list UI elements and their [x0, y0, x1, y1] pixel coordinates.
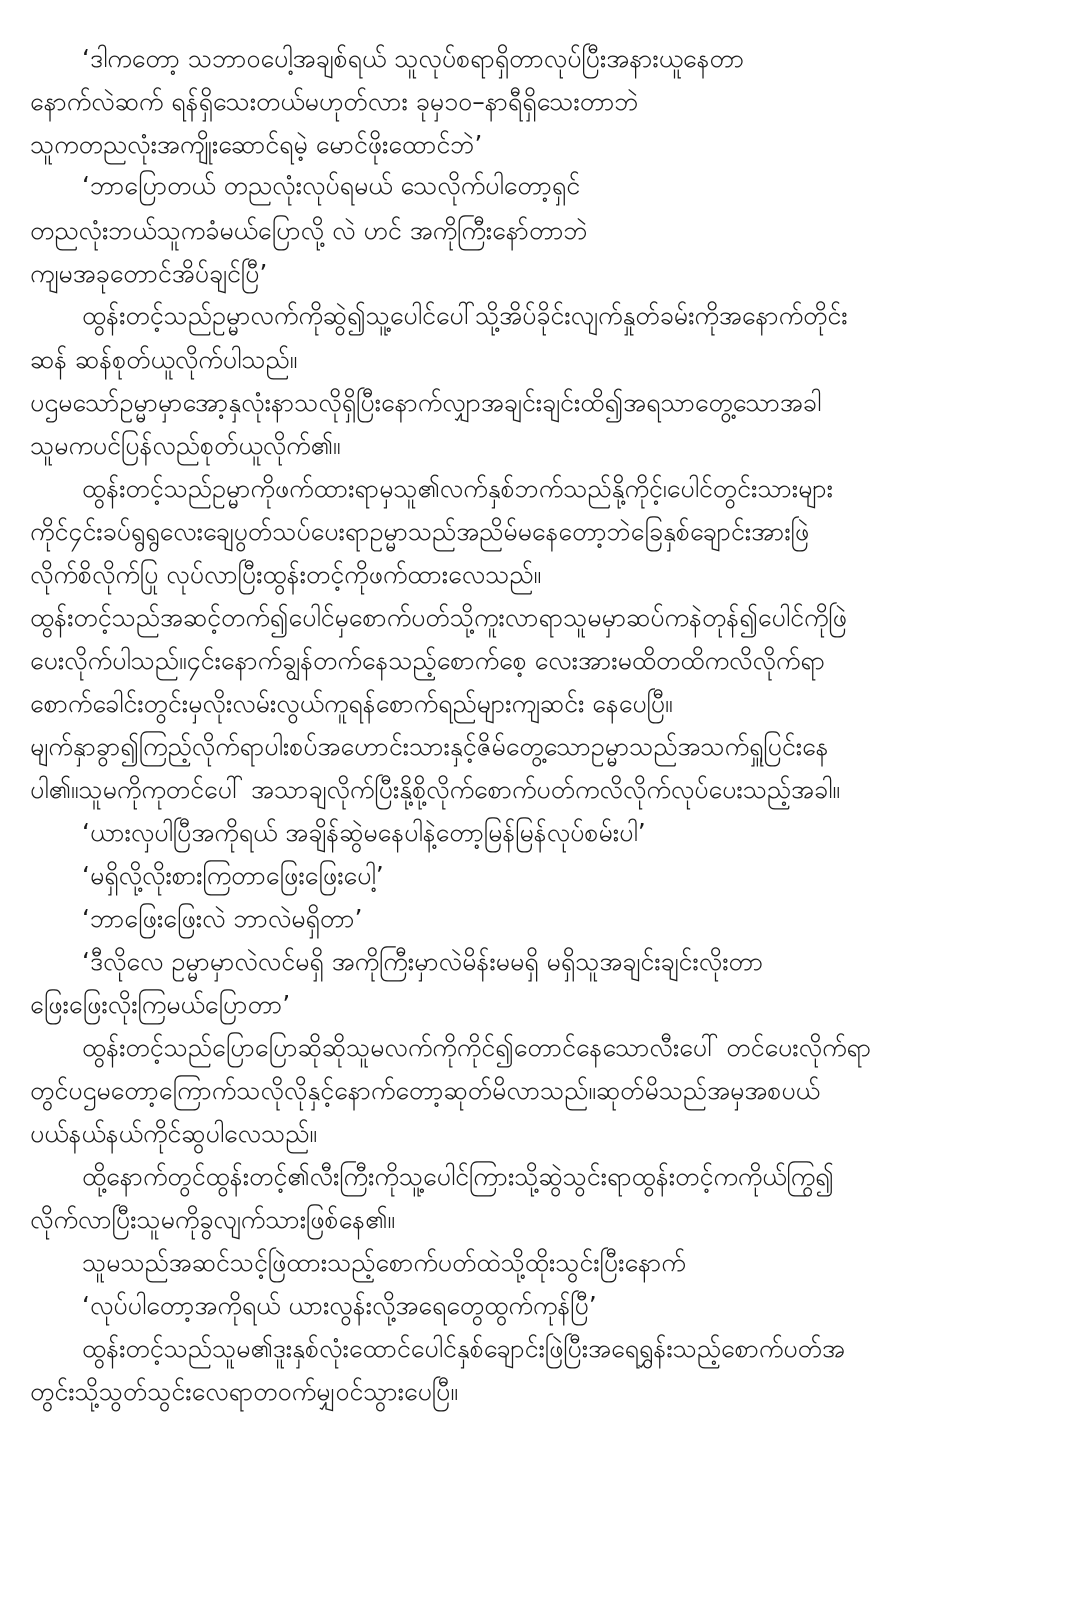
- text-line: ‘ဘာဖြေးဖြေးလဲ ဘာလဲမရှိတာ’: [82, 904, 363, 933]
- text-line: ပယ်နယ်နယ်ကိုင်ဆွပါလေသည်။: [30, 1119, 317, 1148]
- text-line: ကိုင်၄င်းခပ်ရွရွလေးချေပွတ်သပ်ပေးရာဥမ္မာသည်အညိမ်မနေတော့ဘဲခြေနှစ်ချောင်းအားဖြဲ: [30, 517, 810, 546]
- text-line: လိုက်စိလိုက်ပြု လုပ်လာပြီးထွန်းတင့်ကိုဖက်ထားလေသည်။: [30, 560, 542, 589]
- text-line: သူမသည်အဆင်သင့်ဖြဲထားသည့်စောက်ပတ်ထဲသို့ထိုးသွင်းပြီးနောက်: [82, 1248, 686, 1277]
- text-line: ထွန်းတင့်သည်ဥမ္မာလက်ကိုဆွဲ၍သူ့ပေါင်ပေါ်သို့အိပ်ခိုင်းလျက်နှုတ်ခမ်းကိုအနောက်တိုင်း: [82, 301, 848, 330]
- text-line: တွင်ပဌမတော့ကြောက်သလိုလိုနှင့်နောက်တော့ဆုတ်မိလာသည်။ဆုတ်မိသည်အမှအစပယ်: [30, 1076, 820, 1105]
- text-line: ‘ဘာပြောတယ် တညလုံးလုပ်ရမယ် သေလိုက်ပါတော့ရှင်: [82, 171, 581, 200]
- text-line: ပဌမသော်ဥမ္မာမှာအော့နှလုံးနာသလိုရှိပြီးနောက်လျှာအချင်းချင်းထိ၍အရသာတွေ့သောအခါ: [30, 388, 822, 417]
- text-line: မျက်နှာခွာ၍ကြည့်လိုက်ရာပါးစပ်အဟောင်းသားနှင့်ဇိမ်တွေ့သောဥမ္မာသည်အသက်ရှူပြင်းနေ: [30, 732, 829, 761]
- text-line: လိုက်လာပြီးသူမကိုခွလျက်သားဖြစ်နေ၏။: [30, 1205, 395, 1234]
- text-line: ထွန်းတင့်သည်ဥမ္မာကိုဖက်ထားရာမှသူ၏လက်နှစ်ဘက်သည်နို့ကိုင့်၊ပေါင်တွင်းသားများ: [82, 474, 833, 503]
- text-line: သူမကပင်ပြန်လည်စုတ်ယူလိုက်၏။: [30, 431, 341, 460]
- text-line: ထွန်းတင့်သည်သူမ၏ဒူးနှစ်လုံးထောင်ပေါင်နှစ်ချောင်းဖြဲပြီးအရေရွှန်းသည့်စောက်ပတ်အ: [82, 1334, 845, 1363]
- text-line: နောက်လဲဆက် ရန်ရှိသေးတယ်မဟုတ်လား ခုမှ၁၀–နာရီရှိသေးတာဘဲ: [30, 87, 639, 116]
- text-line: တွင်းသို့သွတ်သွင်းလေရာတဝက်မျှဝင်သွားပေပြီ။: [30, 1377, 458, 1406]
- text-line: ‘လုပ်ပါတော့အကိုရယ် ယားလွန်းလို့အရေတွေထွက်ကုန်ပြီ’: [82, 1291, 597, 1320]
- text-line: သူကတညလုံးအကျိုးဆောင်ရမဲ့ မောင်ဖိုးထောင်ဘဲ’: [30, 130, 483, 159]
- text-line: စောက်ခေါင်းတွင်းမှလိုးလမ်းလွယ်ကူရန်စောက်ရည်များကျဆင်း နေပေပြီ။: [30, 689, 673, 718]
- text-line: ပါ၏။သူမကိုကုတင်ပေါ် အသာချလိုက်ပြီးနို့စို့လိုက်စောက်ပတ်ကလိလိုက်လုပ်ပေးသည့်အခါ။: [30, 775, 840, 804]
- text-line: ပေးလိုက်ပါသည်။၄င်းနောက်ချွန်တက်နေသည့်စောက်စေ့ လေးအားမထိတထိကလိလိုက်ရာ: [30, 646, 826, 675]
- text-line: ‘ဒါကတော့ သဘာဝပေါ့အချစ်ရယ် သူလုပ်စရာရှိတာလုပ်ပြီးအနားယူနေတာ: [82, 44, 745, 73]
- text-line: တညလုံးဘယ်သူကခံမယ်ပြောလို့ လဲ ဟင် အကိုကြီးနော်တာဘဲ: [30, 216, 588, 245]
- text-line: ထို့နောက်တွင်ထွန်းတင့်၏လီးကြီးကိုသူ့ပေါင်ကြားသို့ဆွဲသွင်းရာထွန်းတင့်ကကိုယ်ကြွ၍: [82, 1162, 834, 1191]
- text-line: ဖြေးဖြေးလိုးကြမယ်ပြောတာ’: [30, 990, 291, 1019]
- text-line: ‘ဒီလိုလေ ဥမ္မာမှာလဲလင်မရှိ အကိုကြီးမှာလဲမိန်းမမရှိ မရှိသူအချင်းချင်းလိုးတာ: [82, 947, 764, 976]
- text-line: ထွန်းတင့်သည်အဆင့်တက်၍ပေါင်မှစောက်ပတ်သို့ကူးလာရာသူမမှာဆပ်ကနဲတုန်၍ပေါင်ကိုဖြဲ: [30, 603, 847, 632]
- text-line: ထွန်းတင့်သည်ပြောပြောဆိုဆိုသူမလက်ကိုကိုင်၍တောင်နေသောလီးပေါ် တင်ပေးလိုက်ရာ: [82, 1033, 872, 1062]
- text-line: ဆန် ဆန်စုတ်ယူလိုက်ပါသည်။: [30, 345, 298, 374]
- text-line: ‘ယားလှပါပြီအကိုရယ် အချိန်ဆွဲမနေပါနဲ့တော့မြန်မြန်လုပ်စမ်းပါ’: [82, 818, 646, 847]
- text-line: ကျမအခုတောင်အိပ်ချင်ပြီ’: [30, 259, 268, 288]
- text-line: ‘မရှိလို့လိုးစားကြတာဖြေးဖြေးပေါ့’: [82, 861, 384, 890]
